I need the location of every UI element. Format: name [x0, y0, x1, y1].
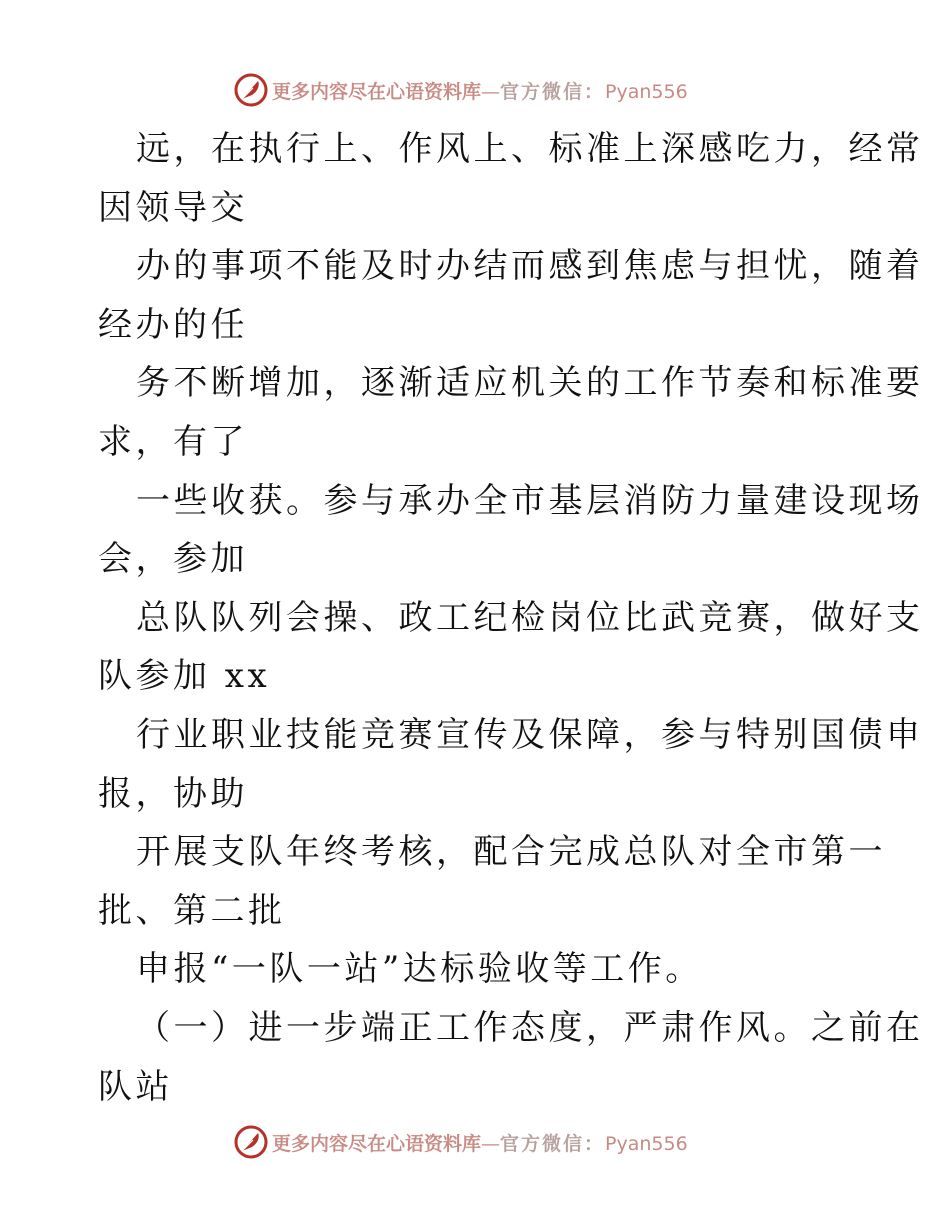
text-line: 队站	[98, 1066, 173, 1107]
text-line: 经办的任	[98, 304, 248, 345]
text-line: 远，在执行上、作风上、标准上深感吃力，经常	[136, 129, 924, 169]
watermark-main: 更多内容尽在心语资料库	[272, 80, 482, 103]
text-line: （一）进一步端正工作态度，严肃作风。之前在	[136, 1007, 924, 1048]
text-line: 务不断增加，逐渐适应机关的工作节奏和标准要	[136, 363, 924, 404]
watermark-official: 官方微信：	[500, 1132, 606, 1155]
header-watermark	[233, 70, 688, 110]
text-line: 开展支队年终考核，配合完成总队对全市第一	[136, 832, 886, 873]
text-line: 队参加 xx	[98, 656, 271, 697]
text-line: 报，协助	[98, 773, 248, 814]
watermark-text	[272, 77, 688, 104]
text-line: 会，参加	[98, 539, 248, 580]
feather-pen-logo-icon	[233, 1124, 269, 1160]
feather-pen-logo-icon	[233, 72, 269, 108]
watermark-wechat-id: Pyan556	[605, 80, 688, 103]
text-line: 总队队列会操、政工纪检岗位比武竞赛，做好支	[136, 597, 924, 638]
text-line: 办的事项不能及时办结而感到焦虑与担忧，随着	[136, 246, 924, 287]
footer-watermark	[233, 1122, 688, 1162]
text-line: 申报“一队一站”达标验收等工作。	[136, 949, 703, 990]
text-line: 一些收获。参与承办全市基层消防力量建设现场	[136, 480, 924, 521]
body-text	[98, 120, 924, 1116]
watermark-main: 更多内容尽在心语资料库	[272, 1132, 482, 1155]
watermark-wechat-id: Pyan556	[605, 1132, 688, 1155]
watermark-official: 官方微信：	[500, 80, 606, 103]
text-line: 批、第二批	[98, 890, 286, 931]
text-line: 行业职业技能竞赛宣传及保障，参与特别国债申	[136, 714, 924, 755]
watermark-separator: —	[481, 1132, 501, 1155]
watermark-text	[272, 1129, 688, 1156]
text-line: 求，有了	[98, 421, 248, 462]
text-line: 因领导交	[98, 187, 248, 228]
watermark-separator: —	[481, 80, 501, 103]
